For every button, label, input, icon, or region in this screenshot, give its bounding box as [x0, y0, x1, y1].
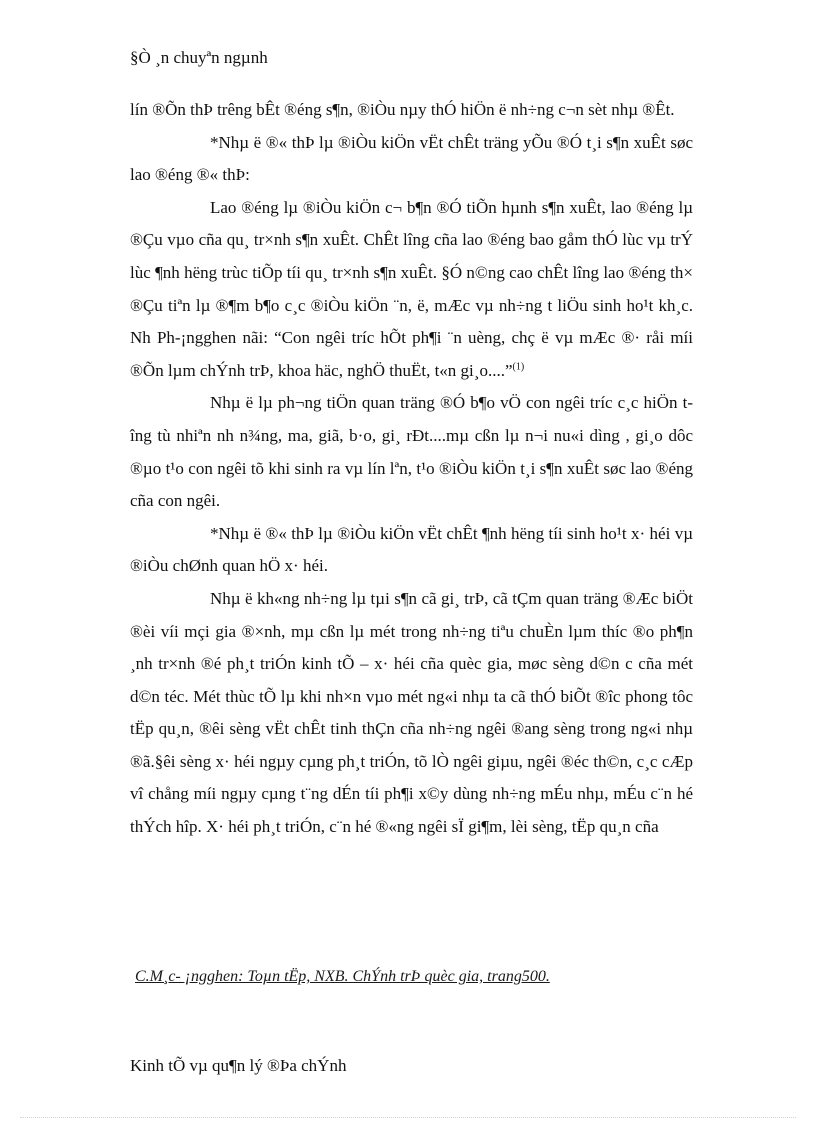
page-header: §Ò ¸n chuyªn ngµnh: [130, 48, 268, 67]
paragraph-6: Nhµ ë kh«ng nh÷ng lµ tµi s¶n cã gi¸ trÞ, cã tÇm quan träng ®Æc biÖt ®èi víi mçi gia ®×nh, mµ cßn lµ mét trong nh÷ng tiªu chuÈn lµm thíc ®o ph¶n ¸nh tr×nh ®é ph¸t triÓn kinh tÕ – x· héi cña quèc gia, møc sèng d©n c cña mét d©n téc. Mét thùc tÕ lµ khi nh×n vµo mét ng«i nhµ ta cã thÓ biÕt ®îc phong tôc tËp qu¸n, ®êi sèng vËt chÊt tinh thÇn cña nh÷ng ngêi ®ang sèng trong ng«i nhµ ®ã.§êi sèng x· héi ngµy cµng ph¸t triÓn, tõ lÒ ngêi giµu, ngêi ®éc th©n, c¸c cÆp vî chång míi ngµy cµng t¨ng dÉn tíi ph¶i x©y dùng nh÷ng mÉu nhµ, mÉu c¨n hé thÝch hîp. X· héi ph¸t triÓn, c¨n hé ®«ng ngêi sÏ gi¶m, lèi sèng, tËp qu¸n cña: [130, 588, 693, 837]
page-bottom-divider: [20, 1117, 796, 1118]
paragraph-3: [130, 192, 693, 388]
footnote: C.M¸c- ¡ngghen: Toµn tËp, NXB. ChÝnh trÞ quèc gia, trang500.: [135, 968, 550, 985]
footnote-reference: (1): [512, 361, 525, 373]
paragraph-1: lín ®Õn thÞ trêng bÊt ®éng s¶n, ®iÒu nµy thÓ hiÖn ë nh÷ng c¬n sèt nhµ ®Êt.: [130, 100, 675, 119]
body-text: [130, 94, 693, 844]
page-footer: Kinh tÕ vµ qu¶n lý ®Þa chÝnh: [130, 1056, 347, 1075]
paragraph-5: *Nhµ ë ®« thÞ lµ ®iÒu kiÖn vËt chÊt ¶nh hëng tíi sinh ho¹t x· héi vµ ®iÒu chØnh quan hÖ x· héi.: [130, 523, 693, 576]
paragraph-4: Nhµ ë lµ ph¬ng tiÖn quan träng ®Ó b¶o vÖ con ngêi tríc c¸c hiÖn tîng tù nhiªn nh n¾ng, ma, giã, b·o, gi¸ rÐt....mµ cßn lµ n¬i nu«i dìng , gi¸o dôc ®µo t¹o con ngêi tõ khi sinh ra vµ lín lªn, t¹o ®iÒu kiÖn t¸i s¶n xuÊt søc lao ®éng cña con ngêi.: [130, 393, 693, 511]
paragraph-2: *Nhµ ë ®« thÞ lµ ®iÒu kiÖn vËt chÊt träng yÕu ®Ó t¸i s¶n xuÊt søc lao ®éng ®« thÞ:: [130, 132, 693, 185]
paragraph-3-text: Lao ®éng lµ ®iÒu kiÖn c¬ b¶n ®Ó tiÕn hµnh s¶n xuÊt, lao ®éng lµ ®Çu vµo cña qu¸ tr×nh s¶n xuÊt. ChÊt lîng cña lao ®éng bao gåm thÓ lùc vµ trÝ lùc ¶nh hëng trùc tiÕp tíi qu¸ tr×nh s¶n xuÊt. §Ó n©ng cao chÊt lîng lao ®éng th× ®Çu tiªn lµ ®¶m b¶o c¸c ®iÒu kiÖn ¨n, ë, mÆc vµ nh÷ng t liÖu sinh ho¹t kh¸c. Nh Ph-¡ngghen nãi: “Con ngêi tríc hÕt ph¶i ¨n uèng, chç ë vµ mÆc ®· råi míi ®Õn lµm chÝnh trÞ, khoa häc, nghÖ thuËt, t«n gi¸o....”: [130, 197, 693, 380]
